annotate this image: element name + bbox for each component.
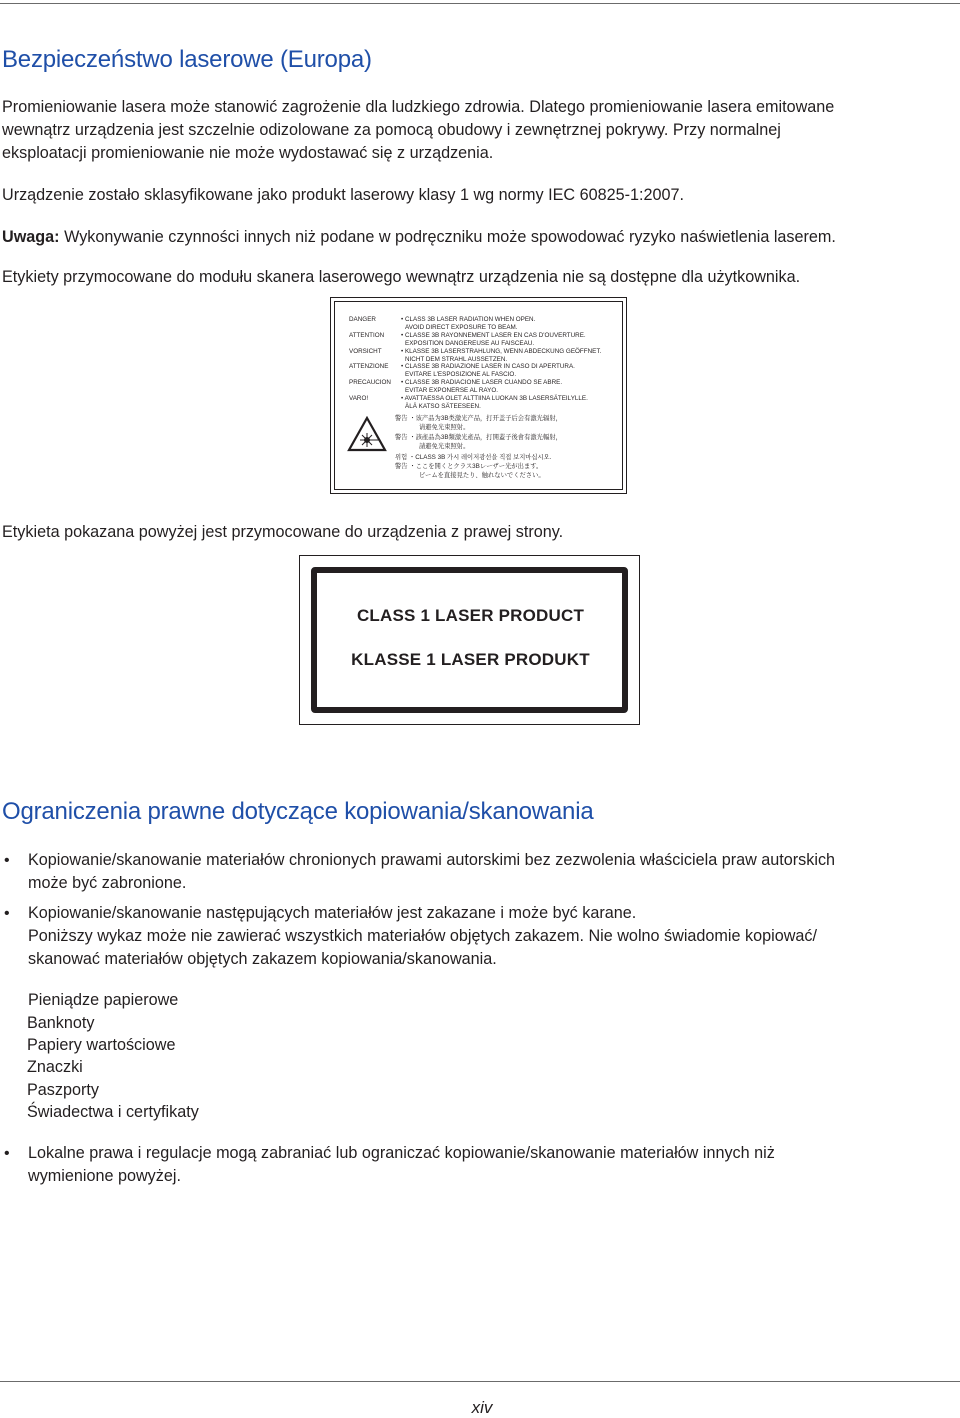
- laser-paragraph-line: eksploatacji promieniowanie nie może wydostawać się z urządzenia.: [2, 144, 494, 162]
- laser-paragraph-line: wewnątrz urządzenia jest szczelnie odizolowane za pomocą obudowy i zewnętrznej pokrywy. Przy normalnej: [2, 121, 781, 139]
- warning-line: 위험 ・CLASS 3B 가시 레이저광선을 직접 보지마십시오.: [395, 454, 552, 461]
- bullet-line: Kopiowanie/skanowanie materiałów chronionych prawami autorskimi bez zezwolenia właściciela praw autorskich: [28, 851, 836, 869]
- warning-line: • CLASSE 3B RAYONNEMENT LASER EN CAS D'OUVERTURE.: [401, 332, 586, 339]
- restricted-item: Znaczki: [27, 1058, 83, 1076]
- section-title-laser-safety: Bezpieczeństwo laserowe (Europa): [2, 46, 372, 73]
- warning-line: • CLASSE 3B RADIACIONE LASER CUANDO SE ABRE.: [401, 379, 563, 386]
- laser-paragraph-line: Promieniowanie lasera może stanowić zagrożenie dla ludzkiego zdrowia. Dlatego promieniowanie lasera emitowane: [2, 98, 835, 116]
- note-paragraph: [2, 226, 957, 249]
- class-label-line-2: KLASSE 1 LASER PRODUKT: [351, 650, 590, 669]
- warning-line: EVITARE L'ESPOSIZIONE AL FASCIO.: [405, 371, 517, 378]
- bullet-icon: •: [4, 905, 10, 922]
- bullet-line: może być zabronione.: [28, 874, 187, 892]
- bullet-icon: •: [4, 852, 10, 869]
- warning-line: 警告 ・ここを開くとクラス3Bレーザー光が出ます。: [395, 463, 543, 470]
- warning-line: EXPOSITION DANGEREUSE AU FAISCEAU.: [405, 340, 535, 347]
- laser-hazard-icon: [347, 416, 387, 452]
- bullet-paragraph: [28, 902, 958, 971]
- warning-lang: DANGER: [349, 316, 376, 323]
- restricted-item: Paszporty: [27, 1081, 99, 1099]
- laser-warning-label: [330, 297, 627, 494]
- labels-paragraph: Etykiety przymocowane do modułu skanera laserowego wewnątrz urządzenia nie są dostępne dla użytkownika.: [2, 268, 801, 286]
- restricted-item: Świadectwa i certyfikaty: [27, 1103, 199, 1121]
- warning-line: NICHT DEM STRAHL AUSSETZEN.: [405, 356, 508, 363]
- warning-line: EVITAR EXPONERSE AL RAYO.: [405, 387, 498, 394]
- warning-lang: PRECAUCION: [349, 379, 391, 386]
- warning-line: • KLASSE 3B LASERSTRAHLUNG, WENN ABDECKUNG GEÖFFNET.: [401, 348, 602, 355]
- bullet-line: Poniższy wykaz może nie zawierać wszystkich materiałów objętych zakazem. Nie wolno świadomie kopiować/: [28, 927, 817, 945]
- warning-asian-row: [395, 415, 615, 431]
- section-title-copy-restrictions: Ograniczenia prawne dotyczące kopiowania/skanowania: [2, 798, 594, 825]
- bullet-icon: •: [4, 1145, 10, 1162]
- bullet-paragraph: [28, 849, 958, 895]
- page-number: xiv: [471, 1398, 493, 1417]
- class-label-frame: [311, 567, 628, 713]
- bullet-line: wymienione powyżej.: [28, 1167, 181, 1185]
- bullet-line: skanować materiałów objętych zakazem kopiowania/skanowania.: [28, 950, 497, 968]
- warning-asian-row: [395, 454, 615, 462]
- warning-line: ÄLÄ KATSO SÄTEESEEN.: [405, 403, 481, 410]
- label-caption: Etykieta pokazana powyżej jest przymocowane do urządzenia z prawej strony.: [2, 523, 564, 541]
- class-label-line-1: CLASS 1 LASER PRODUCT: [356, 606, 585, 625]
- laser-paragraph: [2, 96, 957, 165]
- note-label: Uwaga:: [2, 228, 60, 246]
- warning-line: • AVATTAESSA OLET ALTTIINA LUOKAN 3B LASERSÄTEILYLLE.: [401, 395, 588, 402]
- bullet-line: Kopiowanie/skanowanie następujących materiałów jest zakazane i może być karane.: [28, 904, 637, 922]
- warning-lang: VARO!: [349, 395, 369, 402]
- warning-line: 请避免光束照射。: [419, 424, 470, 431]
- top-rule: [0, 3, 960, 4]
- warning-lang: ATTENTION: [349, 332, 385, 339]
- warning-lang: ATTENZIONE: [349, 363, 389, 370]
- bottom-rule: [0, 1381, 960, 1382]
- warning-line: AVOID DIRECT EXPOSURE TO BEAM.: [405, 324, 518, 331]
- restricted-item: Papiery wartościowe: [27, 1036, 176, 1054]
- warning-asian-row: [395, 463, 615, 479]
- warning-line: 警告 ・該產品為3B類激光產品，打開蓋子後會有激光輻射，: [395, 434, 562, 441]
- warning-line: 警告 ・该产品为3B类激光产品，打开盖子后会有激光辐射，: [395, 415, 562, 422]
- warning-lang: VORSICHT: [349, 348, 382, 355]
- warning-asian-row: [395, 434, 615, 450]
- bullet-paragraph: [28, 1142, 958, 1188]
- restricted-item: Banknoty: [27, 1014, 95, 1032]
- note-text: Wykonywanie czynności innych niż podane w podręczniku może spowodować ryzyko naświetlenia laserem.: [59, 228, 836, 246]
- class-1-laser-label: [299, 555, 640, 725]
- classification-paragraph: Urządzenie zostało sklasyfikowane jako produkt laserowy klasy 1 wg normy IEC 60825-1:2007.: [2, 186, 685, 204]
- restricted-item: Pieniądze papierowe: [28, 991, 179, 1009]
- warning-line: • CLASSE 3B RADIAZIONE LASER IN CASO DI APERTURA.: [401, 363, 575, 370]
- bullet-line: Lokalne prawa i regulacje mogą zabraniać lub ograniczać kopiowanie/skanowanie materiałów innych niż: [28, 1144, 775, 1162]
- warning-line: • CLASS 3B LASER RADIATION WHEN OPEN.: [401, 316, 536, 323]
- warning-line: 請避免光束照射。: [419, 443, 470, 450]
- warning-line: ビームを直接見たり、触れないでください。: [419, 472, 545, 479]
